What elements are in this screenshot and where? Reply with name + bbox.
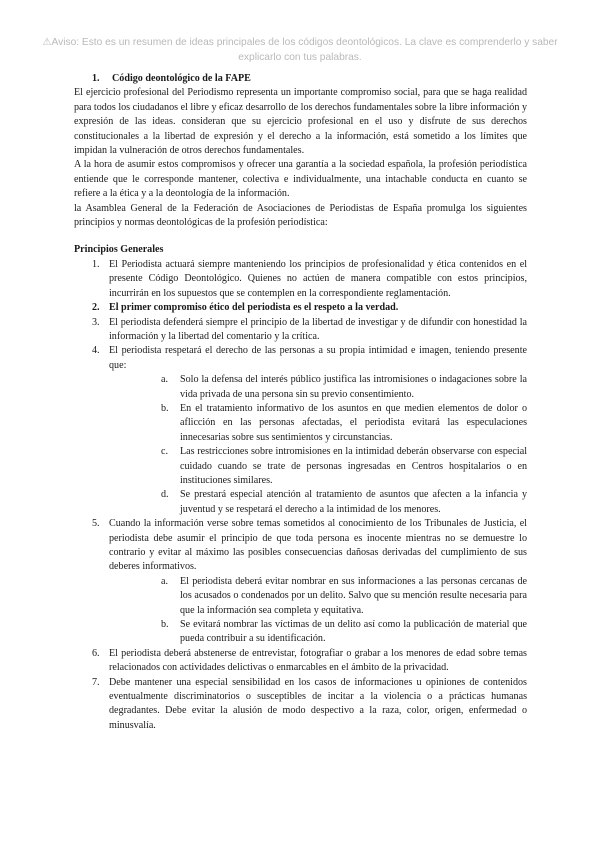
item-number: 7. <box>92 676 100 688</box>
sub-item-text: En el tratamiento informativo de los asuntos en que medien elementos de dolor o aflicción en las personas afectadas, el periodista evitará las especulaciones innecesarias sobre sus sentimientos y circunstancias. <box>180 402 527 443</box>
document-body <box>74 72 527 733</box>
item-text: Cuando la información verse sobre temas sometidos al conocimiento de los Tribunales de Justicia, el periodista debe asumir el principio de que toda persona es inocente mientras no se demuestre lo contrario y evitar al máximo las posibles consecuencias dañosas derivadas del cumplimiento de sus deberes informativos. <box>109 518 527 573</box>
item-number: 2. <box>92 302 100 314</box>
sub-item-letter: c. <box>161 446 169 458</box>
sub-item <box>109 402 527 445</box>
item-number: 4. <box>92 345 100 357</box>
intro-paragraph: la Asamblea General de la Federación de Asociaciones de Periodistas de España promulga los siguientes principios y normas deontológicas de la profesión periodística: <box>74 202 527 229</box>
sub-item-letter: b. <box>161 619 169 631</box>
item-text: El Periodista actuará siempre manteniendo los principios de profesionalidad y ética contenidos en el presente Código Deontológico. Quienes no actúen de manera compatible con estos principios, incurrirán en los supuestos que se contemplen en la correspondiente reglamentación. <box>109 258 527 299</box>
summary-notice: ⚠Aviso: Esto es un resumen de ideas principales de los códigos deontológicos. La clave es comprenderlo y saber explicarlo con tus palabras. <box>42 37 558 63</box>
intro-paragraph: El ejercicio profesional del Periodismo representa un importante compromiso social, para que se haga realidad para todos los ciudadanos el libre y eficaz desarrollo de los derechos fundamentales sobre la libre información y expresión de las ideas. consideran que su ejercicio profesional en el uso y disfrute de sus derechos constitucionales a la libertad de expresión y el derecho a la información, está sometido a los límites que impidan la vulneración de otros derechos fundamentales. <box>74 87 527 157</box>
principle-item <box>74 316 527 345</box>
sub-item-text: Solo la defensa del interés público justifica las intromisiones o indagaciones sobre la vida privada de una persona sin su previo consentimiento. <box>180 374 527 400</box>
section-title: Código deontológico de la FAPE <box>112 73 251 84</box>
section-number: 1. <box>92 73 100 84</box>
principle-item <box>74 647 527 676</box>
item-text: Debe mantener una especial sensibilidad en los casos de informaciones u opiniones de contenidos eventualmente discriminatorios o susceptibles de incitar a la violencia o a prácticas humanas degradantes. Debe evitar la alusión de modo despectivo a la raza, color, origen, enfermedad o minusvalía. <box>109 676 527 731</box>
sub-list <box>109 575 527 647</box>
sub-item-letter: b. <box>161 402 169 414</box>
item-text: El primer compromiso ético del periodista es el respeto a la verdad. <box>109 302 399 314</box>
sub-item <box>109 575 527 618</box>
principles-list <box>74 258 527 733</box>
sub-item-letter: d. <box>161 489 169 501</box>
item-text: El periodista deberá abstenerse de entrevistar, fotografiar o grabar a los menores de edad sobre temas relacionados con actividades delictivas o enmarcables en el ámbito de la privacidad. <box>109 647 527 674</box>
principle-item <box>74 676 527 734</box>
sub-item-text: Se evitará nombrar las víctimas de un delito así como la publicación de material que pueda contribuir a su identificación. <box>180 619 527 645</box>
sub-item-text: Se prestará especial atención al tratamiento de asuntos que afecten a la infancia y juventud y se respetará el derecho a la intimidad de los menores. <box>180 489 527 515</box>
sub-item <box>109 445 527 488</box>
sub-item <box>109 488 527 517</box>
section-heading <box>92 72 527 86</box>
item-text: El periodista respetará el derecho de las personas a su propia intimidad e imagen, teniendo presente que: <box>109 345 527 371</box>
principles-heading: Principios Generales <box>74 244 164 256</box>
item-number: 5. <box>92 518 100 530</box>
principle-item <box>74 258 527 301</box>
item-number: 3. <box>92 316 100 328</box>
item-number: 1. <box>92 258 100 270</box>
sub-item-text: Las restricciones sobre intromisiones en la intimidad deberán observarse con especial cuidado cuando se trate de personas ingresadas en Centros hospitalarios o en instituciones similares. <box>180 446 527 486</box>
sub-item-letter: a. <box>161 575 169 587</box>
principle-item <box>74 344 527 517</box>
sub-list <box>109 373 527 517</box>
item-number: 6. <box>92 647 100 659</box>
item-text: El periodista defenderá siempre el principio de la libertad de investigar y de difundir con honestidad la información y la libertad del comentario y la crítica. <box>109 316 527 342</box>
sub-item-letter: a. <box>161 374 169 386</box>
sub-item <box>109 618 527 647</box>
principle-item <box>74 301 527 315</box>
sub-item <box>109 373 527 402</box>
sub-item-text: El periodista deberá evitar nombrar en sus informaciones a las personas cercanas de los acusados o condenados por un delito. Salvo que su mención resulte necesaria para que la información sea completa y equitativa. <box>180 575 527 616</box>
intro-paragraph: A la hora de asumir estos compromisos y ofrecer una garantía a la sociedad española, la profesión periodística entiende que le corresponde mantener, colectiva e individualmente, una intachable conducta en cuanto se refiere a la ética y a la deontología de la información. <box>74 159 527 200</box>
principle-item <box>74 517 527 647</box>
